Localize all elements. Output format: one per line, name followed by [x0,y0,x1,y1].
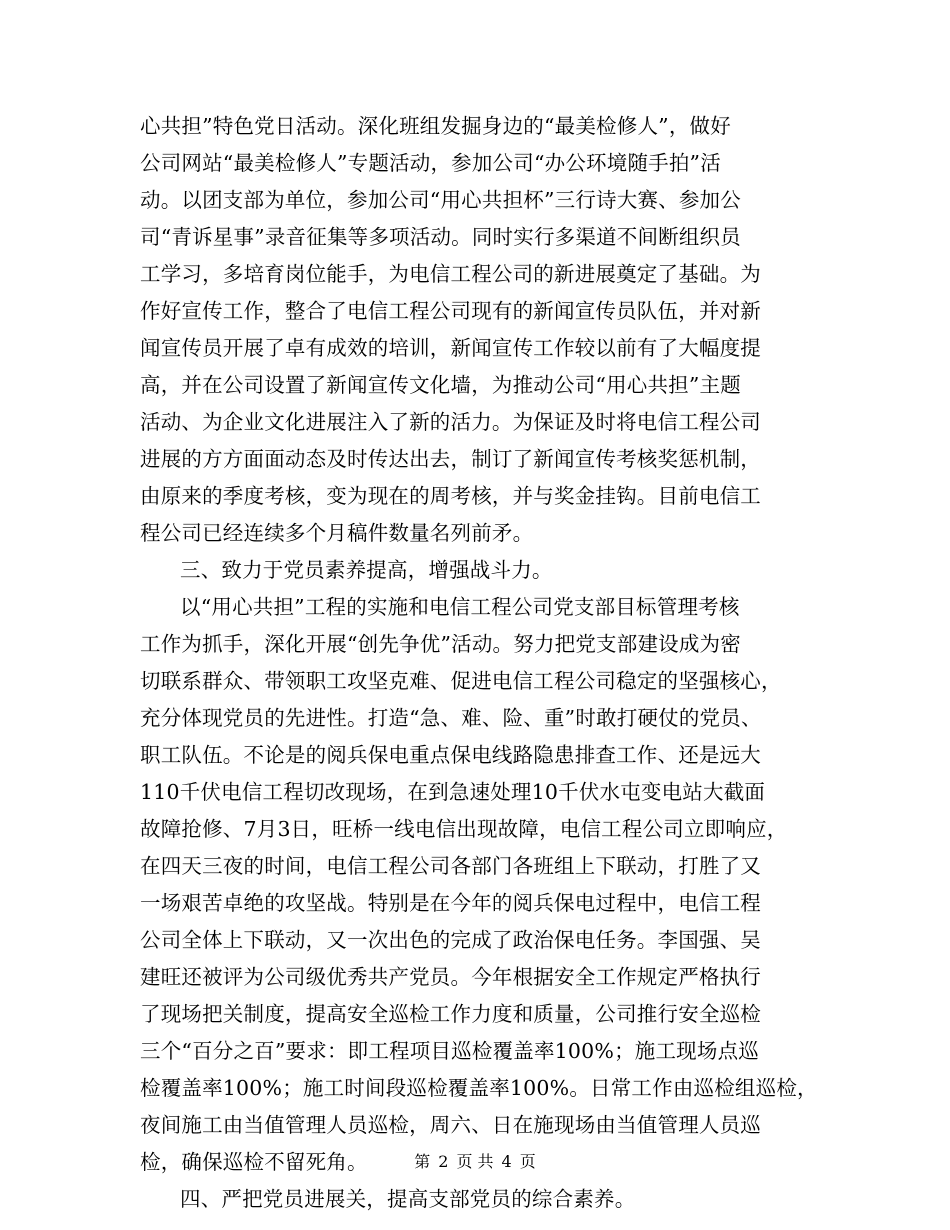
text-line: 检覆盖率100%；施工时间段巡检覆盖率100%。日常工作由巡检组巡检， [140,1076,818,1100]
text-line: 夜间施工由当值管理人员巡检，周六、日在施现场由当值管理人员巡 [140,1113,761,1137]
text-line: 高，并在公司设置了新闻宣传文化墙，为推动公司“用心共担”主题 [140,373,741,397]
text-line: 三个“百分之百”要求：即工程项目巡检覆盖率100%；施工现场点巡 [140,1039,759,1063]
text-line: 作好宣传工作，整合了电信工程公司现有的新闻宣传员队伍，并对新 [140,299,761,323]
section-heading: 三、致力于党员素养提高，增强战斗力。 [180,558,553,582]
text-line: 心共担”特色党日活动。深化班组发掘身边的“最美检修人”，做好 [140,114,731,138]
text-line: 检，确保巡检不留死角。 [140,1150,368,1174]
text-line: 了现场把关制度，提高安全巡检工作力度和质量，公司推行安全巡检 [140,1002,761,1026]
text-line: 司“青诉星事”录音征集等多项活动。同时实行多渠道不间断组织员 [140,225,741,249]
text-line: 进展的方方面面动态及时传达出去，制订了新闻宣传考核奖惩机制， [140,447,761,471]
text-line: 公司网站“最美检修人”专题活动，参加公司“办公环境随手拍”活 [140,151,721,175]
section-heading: 四、严把党员进展关，提高支部党员的综合素养。 [180,1187,636,1211]
text-line: 110千伏电信工程切改现场，在到急速处理10千伏水屯变电站大截面 [140,780,766,804]
paragraph-first-line: 以“用心共担”工程的实施和电信工程公司党支部目标管理考核 [180,595,740,619]
text-line: 程公司已经连续多个月稿件数量名列前矛。 [140,521,534,545]
text-line: 建旺还被评为公司级优秀共产党员。今年根据安全工作规定严格执行 [140,965,761,989]
page-footer [0,1150,950,1174]
text-line: 闻宣传员开展了卓有成效的培训，新闻宣传工作较以前有了大幅度提 [140,336,761,360]
text-line: 职工队伍。不论是的阅兵保电重点保电线路隐患排查工作、还是远大 [140,743,761,767]
body-text [140,108,818,1218]
text-line: 工学习，多培育岗位能手，为电信工程公司的新进展奠定了基础。为 [140,262,761,286]
footer-suffix: 页 [519,1152,536,1171]
text-line: 工作为抓手，深化开展“创先争优”活动。努力把党支部建设成为密 [140,632,741,656]
footer-page-number: 2 [438,1152,449,1171]
text-line: 在四天三夜的时间，电信工程公司各部门各班组上下联动，打胜了又 [140,854,761,878]
text-line: 一场艰苦卓绝的攻坚战。特别是在今年的阅兵保电过程中，电信工程 [140,891,761,915]
text-line: 活动、为企业文化进展注入了新的活力。为保证及时将电信工程公司 [140,410,761,434]
text-line: 故障抢修、7月3日，旺桥一线电信出现故障，电信工程公司立即响应， [140,817,788,841]
footer-middle: 页 共 [456,1152,494,1171]
text-line: 切联系群众、带领职工攻坚克难、促进电信工程公司稳定的坚强核心， [140,669,782,693]
footer-prefix: 第 [414,1152,431,1171]
text-line: 公司全体上下联动，又一次出色的完成了政治保电任务。李国强、吴 [140,928,761,952]
footer-total-pages: 4 [501,1152,512,1171]
text-line: 充分体现党员的先进性。打造“急、难、险、重”时敢打硬仗的党员、 [140,706,762,730]
text-line: 动。以团支部为单位，参加公司“用心共担杯”三行诗大赛、参加公 [140,188,741,212]
text-line: 由原来的季度考核，变为现在的周考核，并与奖金挂钩。目前电信工 [140,484,761,508]
